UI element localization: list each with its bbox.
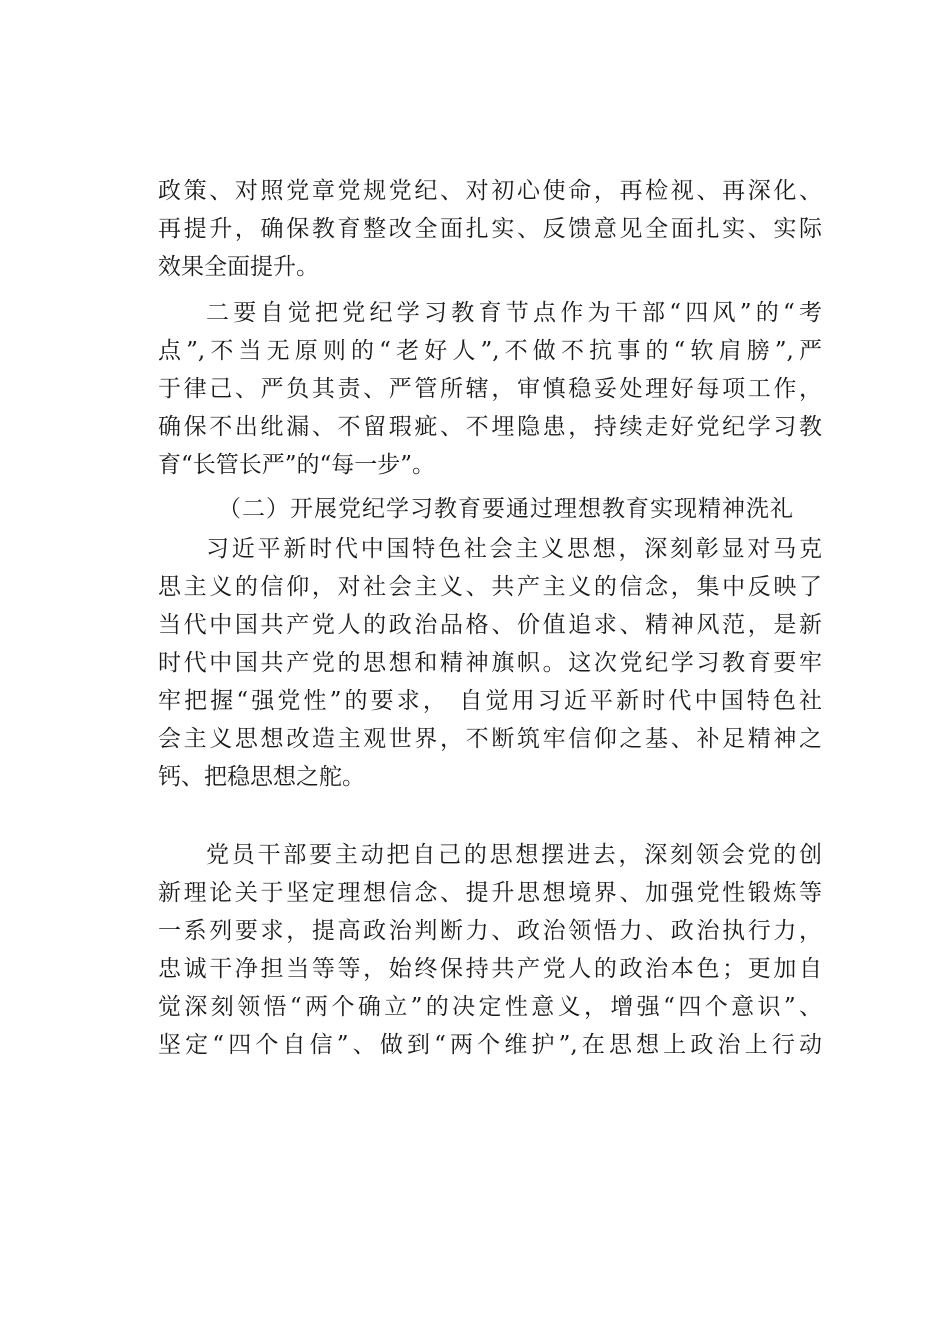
paragraph-2-line-2: 点”,不当无原则的“老好人”,不做不抗事的“软肩膀”,严 [158,338,822,364]
paragraph-3-line-5: 牢把握“强党性”的要求， 自觉用习近平新时代中国特色社 [158,688,822,714]
paragraph-3-line-7: 钙、把稳思想之舵。 [158,764,365,790]
paragraph-4-line-5: 觉深刻领悟“两个确立”的决定性意义，增强“四个意识”、 [158,994,822,1020]
paragraph-1-line-2: 再提升，确保教育整改全面扎实、反馈意见全面扎实、实际 [158,216,822,242]
paragraph-4-line-3: 一系列要求，提高政治判断力、政治领悟力、政治执行力， [158,918,822,944]
paragraph-4-line-2: 新理论关于坚定理想信念、提升思想境界、加强党性锻炼等 [158,880,822,906]
section-heading: （二）开展党纪学习教育要通过理想教育实现精神洗礼 [218,496,794,522]
paragraph-2-line-4: 确保不出纰漏、不留瑕疵、不埋隐患，持续走好党纪学习教 [158,414,822,440]
paragraph-3-line-2: 思主义的信仰，对社会主义、共产主义的信念，集中反映了 [158,574,822,600]
section-heading-block [158,490,822,528]
paragraph-4-line-1: 党员干部要主动把自己的思想摆进去，深刻领会党的创 [206,842,822,868]
paragraph-1-line-1: 政策、对照党章党规党纪、对初心使命，再检视、再深化、 [158,178,822,204]
paragraph-1 [158,172,822,286]
paragraph-3 [158,530,822,796]
paragraph-4 [158,836,822,1064]
paragraph-2-line-5: 育“长管长严”的“每一步”。 [158,452,436,478]
paragraph-4-line-4: 忠诚干净担当等等，始终保持共产党人的政治本色；更加自 [158,956,822,982]
paragraph-2-line-3: 于律己、严负其责、严管所辖，审慎稳妥处理好每项工作， [158,376,822,402]
paragraph-1-line-3: 效果全面提升。 [158,254,319,280]
paragraph-3-line-1: 习近平新时代中国特色社会主义思想，深刻彰显对马克 [206,536,822,562]
paragraph-3-line-3: 当代中国共产党人的政治品格、价值追求、精神风范，是新 [158,612,822,638]
paragraph-2-line-1: 二要自觉把党纪学习教育节点作为干部“四风”的“考 [206,300,822,326]
paragraph-4-line-6: 坚定“四个自信”、做到“两个维护”,在思想上政治上行动 [158,1032,822,1058]
paragraph-3-line-4: 时代中国共产党的思想和精神旗帜。这次党纪学习教育要牢 [158,650,822,676]
paragraph-3-line-6: 会主义思想改造主观世界，不断筑牢信仰之基、补足精神之 [158,726,822,752]
paragraph-2 [158,294,822,484]
